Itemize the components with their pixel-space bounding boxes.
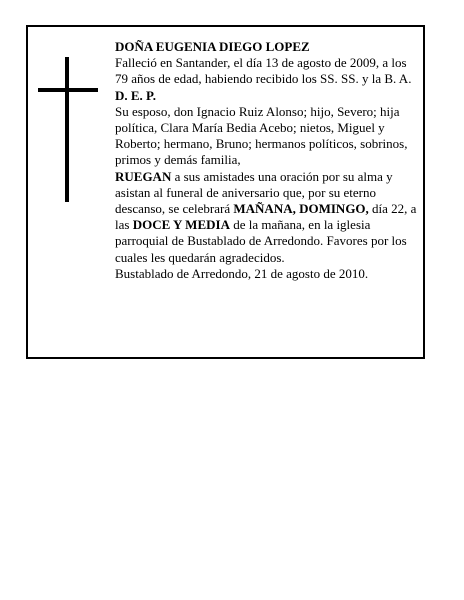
request-text-1: a sus amistades una oración por su alma y asistan al funeral de aniversario que, por su eterno descanso, se celebrará [115,168,393,217]
death-statement: Falleció en Santander, el día 13 de agosto de 2009, a los 79 años de edad, habiendo recibido los SS. SS. y la B. A. [115,55,412,87]
request-day: MAÑANA, DOMINGO, [233,201,369,217]
notice-body [115,39,420,282]
funeral-request [115,169,420,266]
cross-horizontal-bar [38,88,98,92]
deceased-name: DOÑA EUGENIA DIEGO LOPEZ [115,39,310,54]
request-verb: RUEGAN [115,168,172,184]
family-list: Su esposo, don Ignacio Ruiz Alonso; hijo, Severo; hija política, Clara María Bedia Acebo; nietos, Miguel y Roberto; hermano, Bruno; hermanos políticos, sobrinos, primos y demás familia, [115,103,408,168]
cross-icon [38,57,98,202]
place-and-date: Bustablado de Arredondo, 21 de agosto de 2010. [115,265,369,281]
rip-line: D. E. P. [115,87,157,103]
request-time: DOCE Y MEDIA [132,217,230,233]
cross-vertical-bar [65,57,69,202]
request-text-3: de la mañana, en la iglesia parroquial de Bustablado de Arredondo. Favores por los cuales les quedarán agradecidos. [115,217,407,265]
request-text-2: día 22, a las [115,201,417,233]
obituary-notice [26,25,425,359]
